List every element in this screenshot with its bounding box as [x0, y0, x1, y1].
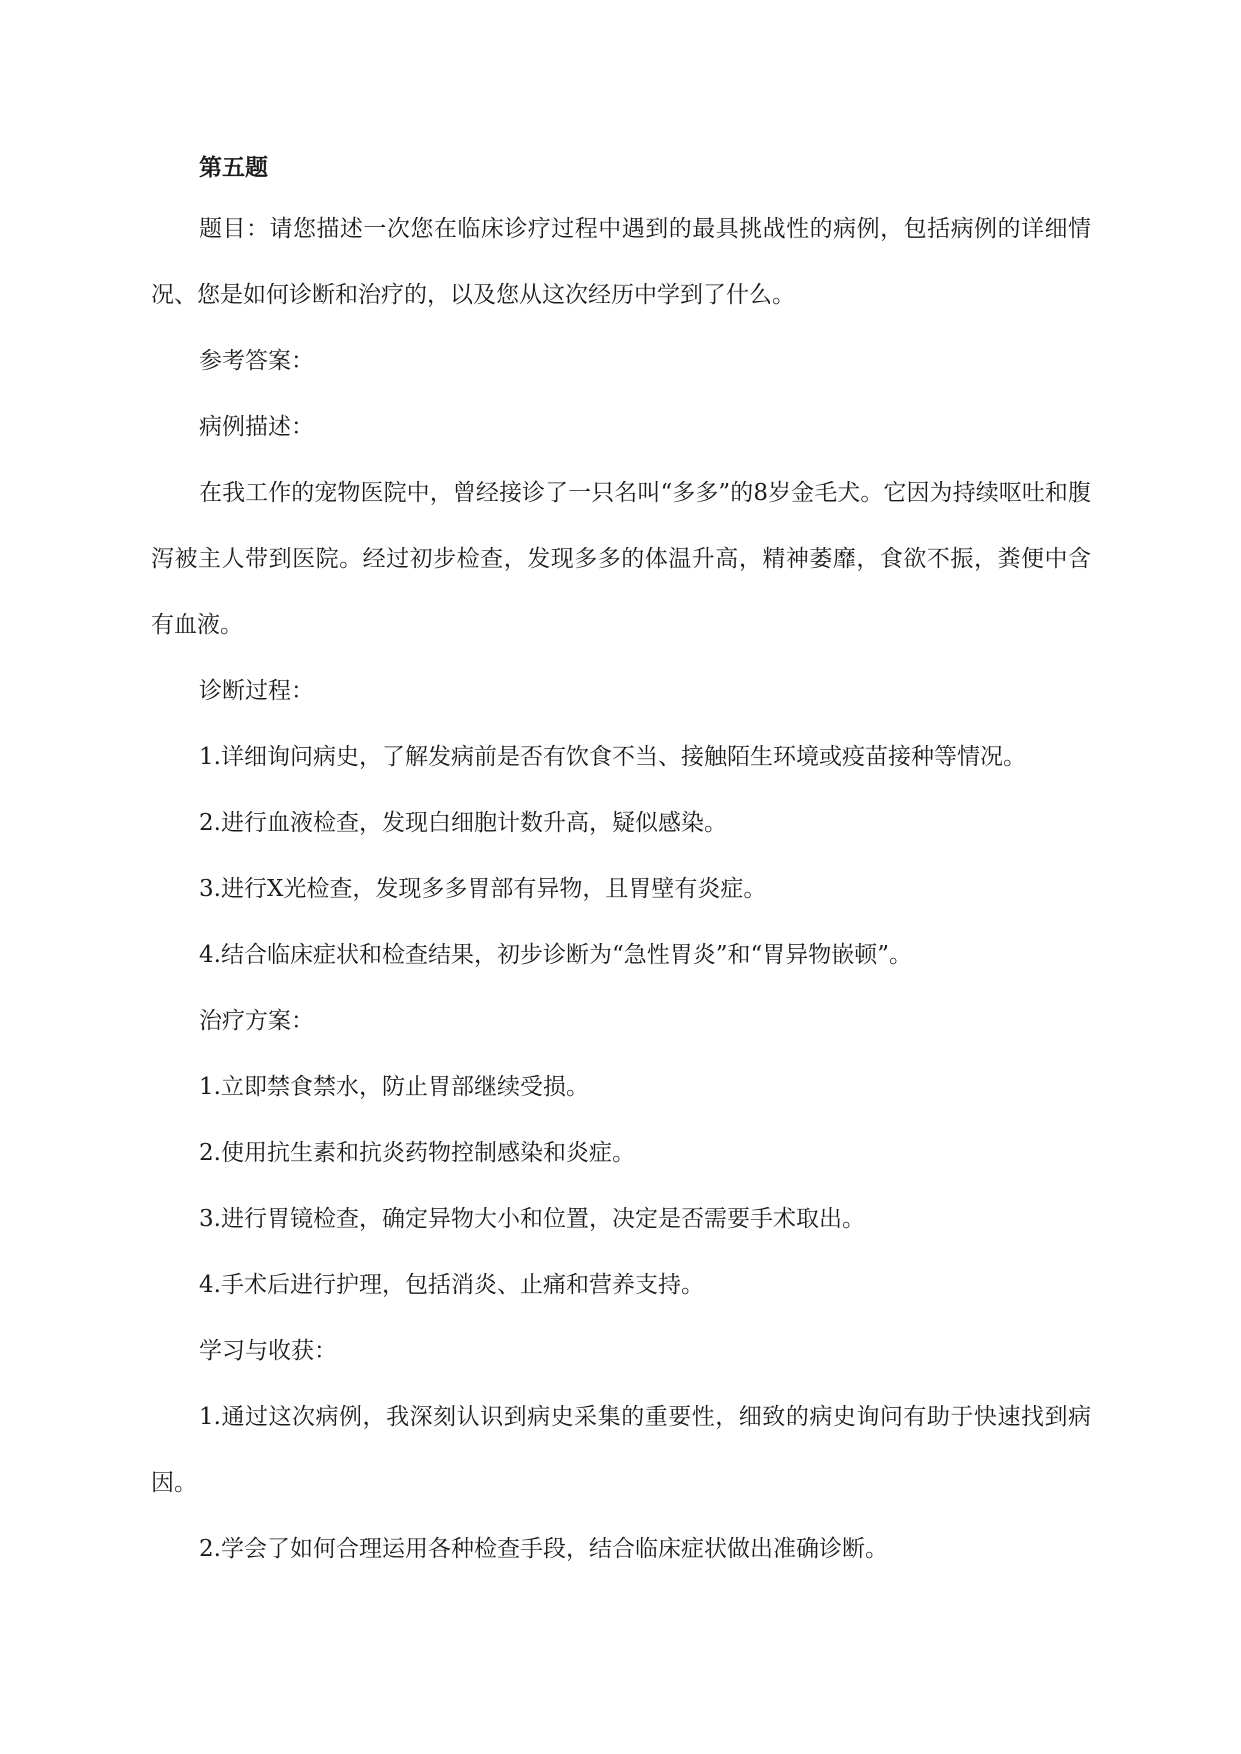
diagnosis-step-1: 1.详细询问病史，了解发病前是否有饮食不当、接触陌生环境或疫苗接种等情况。 — [199, 744, 1026, 770]
case-description-heading: 病例描述： — [199, 414, 314, 440]
document-body — [151, 140, 1091, 1582]
diagnosis-step-3: 3.进行X光检查，发现多多胃部有异物，且胃壁有炎症。 — [199, 876, 767, 902]
learning-heading: 学习与收获： — [199, 1338, 337, 1364]
diagnosis-step-4: 4.结合临床症状和检查结果，初步诊断为“急性胃炎”和“胃异物嵌顿”。 — [199, 942, 912, 968]
learning-point-1: 1.通过这次病例，我深刻认识到病史采集的重要性，细致的病史询问有助于快速找到病因。 — [151, 1404, 1091, 1496]
diagnosis-heading: 诊断过程： — [199, 678, 314, 704]
question-prompt: 题目：请您描述一次您在临床诊疗过程中遇到的最具挑战性的病例，包括病例的详细情况、您是如何诊断和治疗的，以及您从这次经历中学到了什么。 — [151, 216, 1091, 308]
treatment-step-4: 4.手术后进行护理，包括消炎、止痛和营养支持。 — [199, 1272, 704, 1298]
learning-point-2: 2.学会了如何合理运用各种检查手段，结合临床症状做出准确诊断。 — [199, 1536, 888, 1562]
treatment-step-2: 2.使用抗生素和抗炎药物控制感染和炎症。 — [199, 1140, 635, 1166]
case-description-text: 在我工作的宠物医院中，曾经接诊了一只名叫“多多”的8岁金毛犬。它因为持续呕吐和腹泻被主人带到医院。经过初步检查，发现多多的体温升高，精神萎靡，食欲不振，粪便中含有血液。 — [151, 480, 1091, 638]
treatment-step-3: 3.进行胃镜检查，确定异物大小和位置，决定是否需要手术取出。 — [199, 1206, 865, 1232]
reference-answer-heading: 参考答案： — [199, 348, 314, 374]
treatment-heading: 治疗方案： — [199, 1008, 314, 1034]
diagnosis-step-2: 2.进行血液检查，发现白细胞计数升高，疑似感染。 — [199, 810, 727, 836]
question-title: 第五题 — [199, 154, 268, 181]
treatment-step-1: 1.立即禁食禁水，防止胃部继续受损。 — [199, 1074, 589, 1100]
